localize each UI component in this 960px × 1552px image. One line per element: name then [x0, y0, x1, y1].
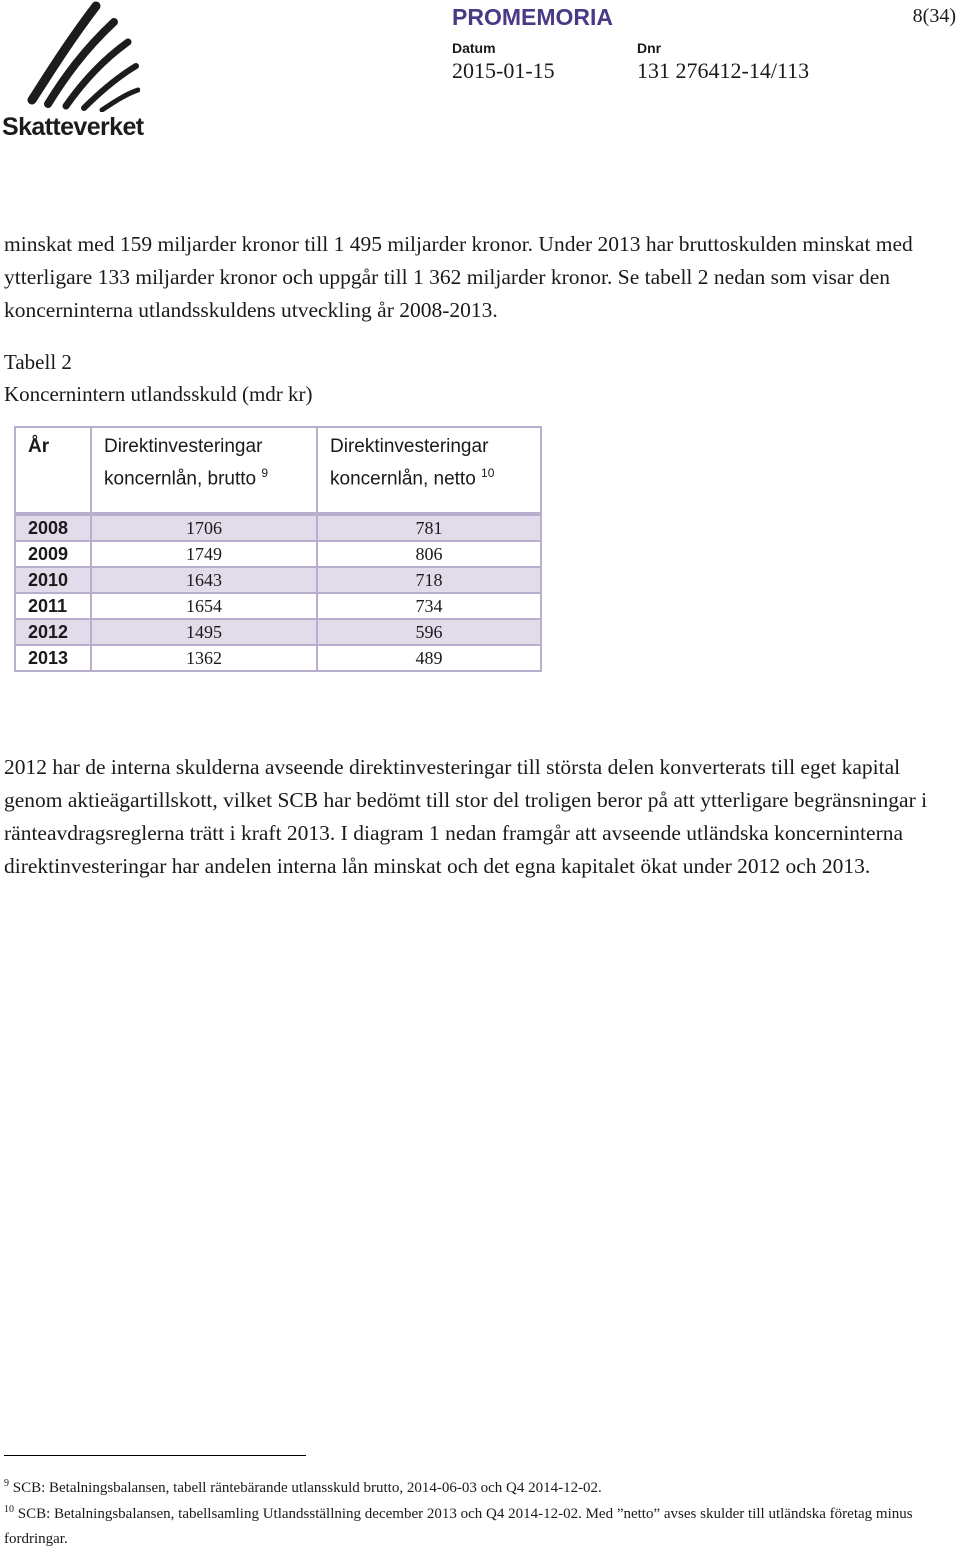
page-number: 8(34)	[912, 5, 956, 27]
header-net: Direktinvesteringar koncernlån, netto $^{10}$	[317, 427, 541, 513]
document-type: PROMEMORIA	[452, 4, 613, 30]
footnote: $^9$ SCB: Betalningsbalansen, tabell räntebärande utlansskuld brutto, 2014-06-03 och Q4 2014-12-02.	[4, 1478, 602, 1496]
footnote-mark: 10	[4, 1504, 14, 1515]
table-caption	[4, 346, 313, 410]
table-row: 2012 1495 596	[15, 619, 541, 645]
skatteverket-logo	[0, 0, 160, 150]
footnote-ref[interactable]: 10	[481, 466, 495, 480]
body-paragraph: minskat med 159 miljarder kronor till 1 495 miljarder kronor. Under 2013 har bruttoskulden minskat med ytterligare 133 miljarder kronor och uppgår till 1 362 miljarder kronor. Se tabell 2 nedan som visar den koncerninterna utlandsskuldens utveckling år 2008-2013.	[4, 232, 913, 322]
debt-table	[14, 426, 542, 672]
footnote-ref[interactable]: 9	[261, 466, 269, 480]
body-paragraph: 2012 har de interna skulderna avseende direktinvesteringar till största delen konverterats till eget kapital genom aktieägartillskott, vilket SCB har bedömt till stor del troligen beror på att ytterligare begränsningar i ränteavdragsreglerna trätt i kraft 2013. I diagram 1 nedan framgår att avseende utländska koncerninterna direktinvesteringar har andelen interna lån minskat och det egna kapitalet ökat under 2012 och 2013.	[4, 755, 928, 878]
table-row: 2010 1643 718	[15, 567, 541, 593]
table-row: 2009 1749 806	[15, 541, 541, 567]
footnote-divider	[4, 1455, 306, 1456]
dnr-value: 131 276412-14/113	[637, 58, 810, 83]
brand-wordmark: Skatteverket	[2, 113, 144, 141]
table-row: 2011 1654 734	[15, 593, 541, 619]
dnr-label: Dnr	[637, 40, 662, 56]
date-label: Datum	[452, 40, 496, 56]
date-value: 2015-01-15	[452, 58, 555, 83]
header-gross: Direktinvesteringar koncernlån, brutto $^9$	[91, 427, 317, 513]
footnote-mark: 9	[4, 1478, 9, 1489]
header-year: År	[15, 427, 91, 513]
table-row: 2013 1362 489	[15, 645, 541, 671]
table-number: Tabell 2	[4, 350, 72, 374]
table-row: 2008 1706 781	[15, 515, 541, 541]
footnote: $^{10}$ SCB: Betalningsbalansen, tabellsamling Utlandsställning december 2013 och Q4 2014-12-02. Med ”netto” avses skulder till utländska företag minus fordringar.	[4, 1504, 913, 1547]
crown-emblem-icon	[22, 0, 140, 112]
table-title: Koncernintern utlandsskuld (mdr kr)	[4, 382, 313, 406]
